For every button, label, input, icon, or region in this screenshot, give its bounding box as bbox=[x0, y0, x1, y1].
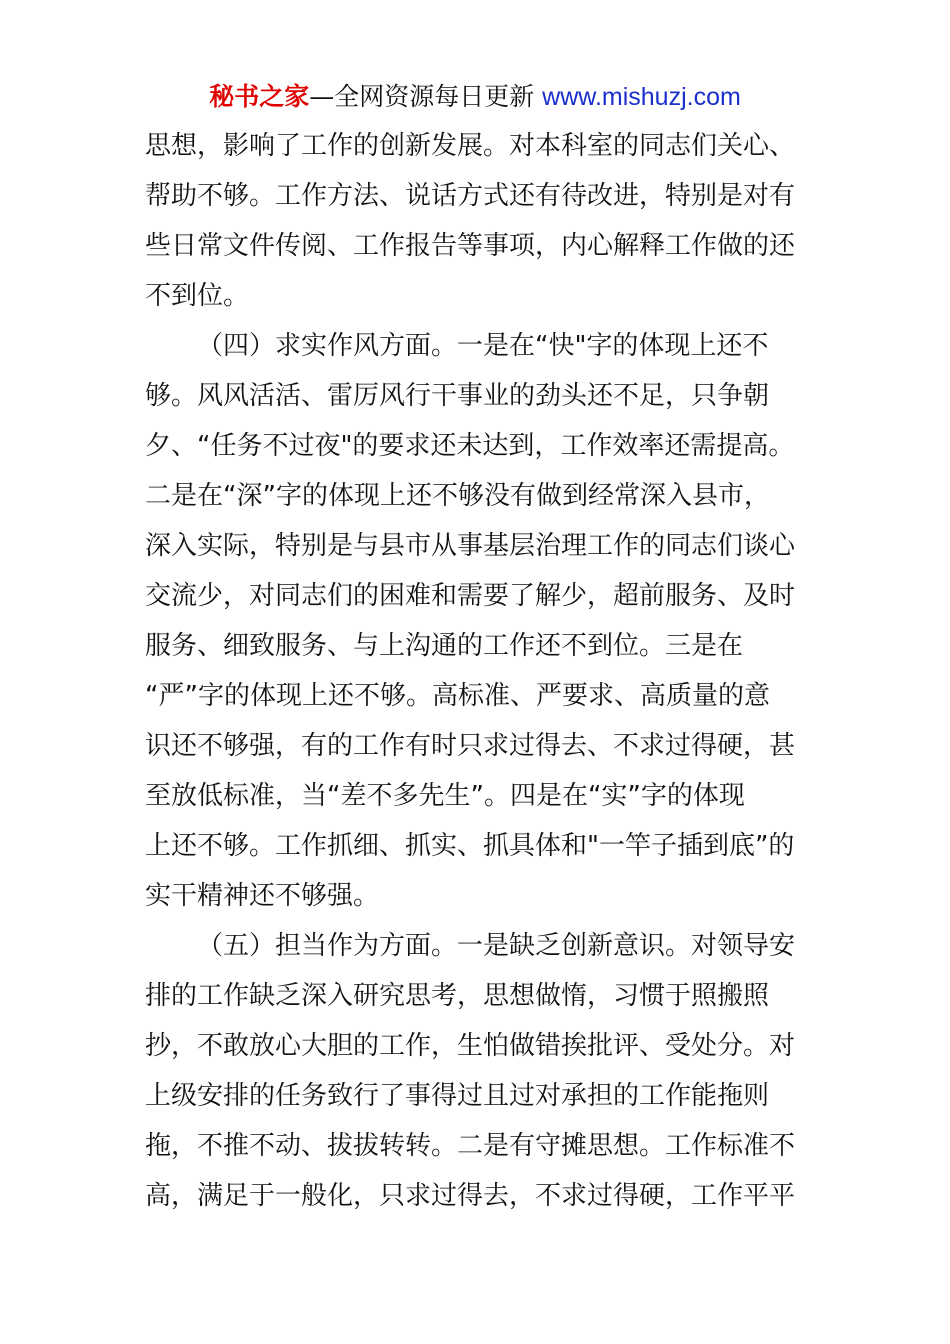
header-tagline: —全网资源每日更新 bbox=[309, 82, 543, 111]
text-line: 些日常文件传阅、工作报告等事项，内心解释工作做的还 bbox=[145, 231, 796, 261]
site-url-link[interactable]: www.mishuzj.com bbox=[542, 83, 741, 111]
text-line: 上还不够。工作抓细、抓实、抓具体和"一竿子插到底”的 bbox=[145, 831, 795, 861]
document-body bbox=[145, 121, 807, 1221]
brand-name: 秘书之家 bbox=[209, 82, 310, 111]
text-line: 拖，不推不动、拔拔转转。二是有守摊思想。工作标准不 bbox=[145, 1131, 796, 1161]
text-line: 高，满足于一般化，只求过得去，不求过得硬，工作平平 bbox=[145, 1181, 796, 1211]
text-line: 服务、细致服务、与上沟通的工作还不到位。三是在 bbox=[145, 631, 744, 661]
text-line: 上级安排的任务致行了事得过且过对承担的工作能拖则 bbox=[145, 1081, 770, 1111]
text-line: 交流少，对同志们的困难和需要了解少，超前服务、及时 bbox=[145, 581, 796, 611]
paragraph-start-section-4: （四）求实作风方面。一是在“快"字的体现上还不 bbox=[197, 331, 769, 361]
paragraph-start-section-5: （五）担当作为方面。一是缺乏创新意识。对领导安 bbox=[197, 931, 796, 961]
text-line: 识还不够强，有的工作有时只求过得去、不求过得硬，甚 bbox=[145, 731, 796, 761]
text-line: 二是在“深”字的体现上还不够没有做到经常深入县市， bbox=[145, 481, 770, 511]
text-line: 抄，不敢放心大胆的工作，生怕做错挨批评、受处分。对 bbox=[145, 1031, 796, 1061]
text-line: “严”字的体现上还不够。高标准、严要求、高质量的意 bbox=[145, 681, 770, 711]
text-line: 夕、“任务不过夜"的要求还未达到，工作效率还需提高。 bbox=[145, 431, 795, 461]
text-line: 深入实际，特别是与县市从事基层治理工作的同志们谈心 bbox=[145, 531, 796, 561]
site-header bbox=[0, 80, 950, 114]
text-line: 够。风风活活、雷厉风行干事业的劲头还不足，只争朝 bbox=[145, 381, 770, 411]
text-line: 不到位。 bbox=[145, 281, 250, 311]
text-line: 排的工作缺乏深入研究思考，思想做惰，习惯于照搬照 bbox=[145, 981, 770, 1011]
text-line: 思想，影响了工作的创新发展。对本科室的同志们关心、 bbox=[145, 131, 796, 161]
text-line: 帮助不够。工作方法、说话方式还有待改进，特别是对有 bbox=[145, 181, 796, 211]
text-line: 至放低标准，当“差不多先生”。四是在“实”字的体现 bbox=[145, 781, 745, 811]
text-line: 实干精神还不够强。 bbox=[145, 881, 380, 911]
